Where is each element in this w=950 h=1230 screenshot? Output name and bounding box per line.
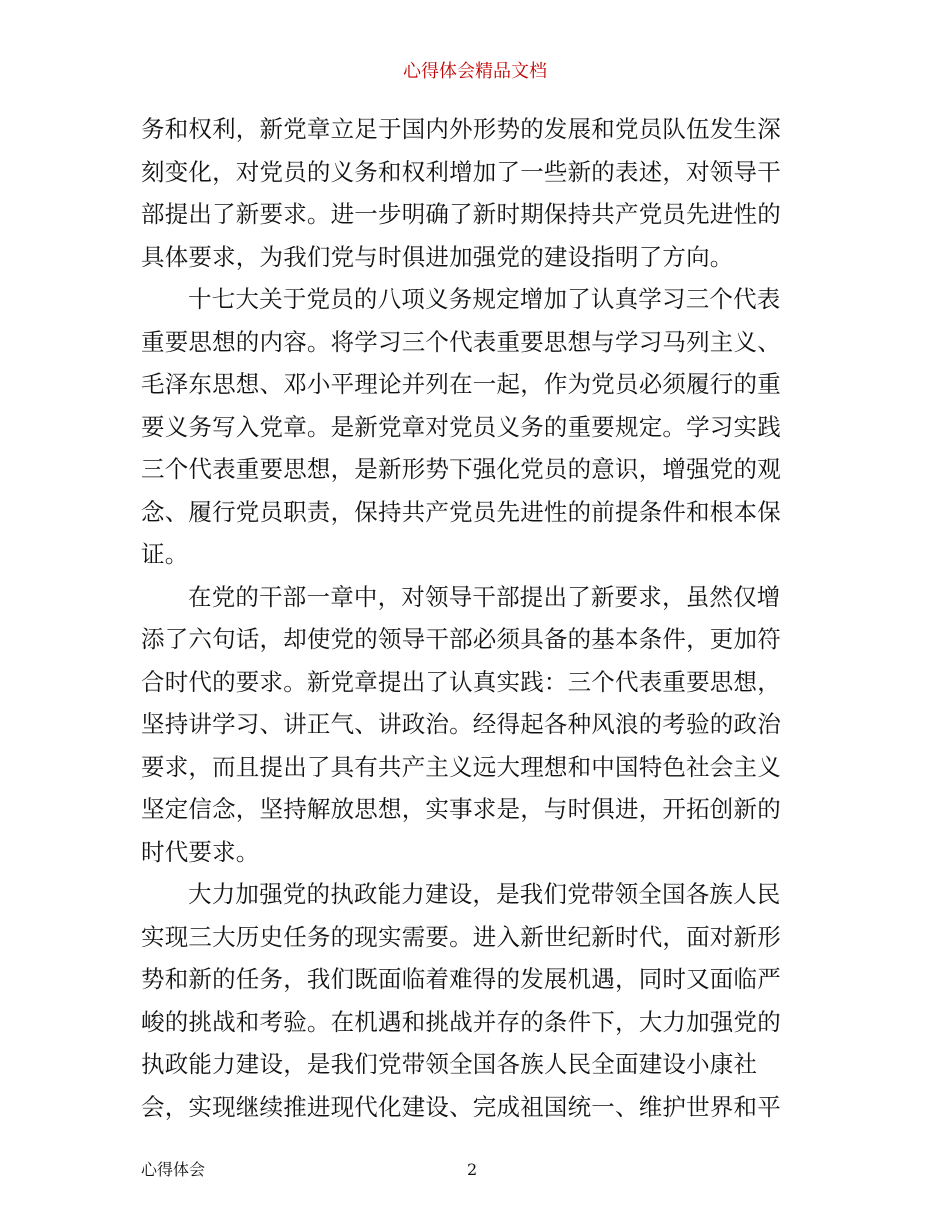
- text-line: 部提出了新要求。进一步明确了新时期保持共产党员先进性的: [141, 200, 781, 228]
- text-line: 务和权利，新党章立足于国内外形势的发展和党员队伍发生深: [141, 115, 781, 143]
- text-line: 要求，而且提出了具有共产主义远大理想和中国特色社会主义: [141, 752, 781, 781]
- paragraph-first-line: 在党的干部一章中，对领导干部提出了新要求，虽然仅增: [188, 582, 781, 611]
- text-line: 要义务写入党章。是新党章对党员义务的重要规定。学习实践: [141, 412, 781, 441]
- text-line: 坚持讲学习、讲正气、讲政治。经得起各种风浪的考验的政治: [141, 710, 781, 738]
- page-number: 2: [467, 1160, 478, 1179]
- text-line: 毛泽东思想、邓小平理论并列在一起，作为党员必须履行的重: [141, 370, 781, 398]
- text-line: 坚定信念，坚持解放思想，实事求是，与时俱进，开拓创新的: [141, 795, 781, 823]
- text-line: 重要思想的内容。将学习三个代表重要思想与学习马列主义、: [141, 327, 781, 356]
- text-line: 会，实现继续推进现代化建设、完成祖国统一、维护世界和平: [141, 1092, 781, 1121]
- text-line: 势和新的任务，我们既面临着难得的发展机遇，同时又面临严: [141, 965, 781, 993]
- document-body: [141, 108, 811, 1128]
- footer-label: 心得体会: [141, 1160, 206, 1179]
- text-line: 添了六句话，却使党的领导干部必须具备的基本条件，更加符: [141, 625, 781, 653]
- text-line: 峻的挑战和考验。在机遇和挑战并存的条件下，大力加强党的: [141, 1007, 781, 1036]
- paragraph-first-line: 大力加强党的执政能力建设，是我们党带领全国各族人民: [188, 880, 781, 908]
- text-line: 合时代的要求。新党章提出了认真实践：三个代表重要思想，: [141, 667, 781, 696]
- text-line: 具体要求，为我们党与时俱进加强党的建设指明了方向。: [141, 242, 734, 271]
- text-line: 念、履行党员职责，保持共产党员先进性的前提条件和根本保: [141, 497, 781, 526]
- page-footer: [141, 1158, 811, 1182]
- text-line: 时代要求。: [141, 837, 260, 866]
- text-line: 证。: [141, 540, 189, 568]
- paragraph-first-line: 十七大关于党员的八项义务规定增加了认真学习三个代表: [188, 285, 781, 313]
- text-line: 实现三大历史任务的现实需要。进入新世纪新时代，面对新形: [141, 922, 781, 951]
- text-line: 执政能力建设，是我们党带领全国各族人民全面建设小康社: [141, 1050, 758, 1078]
- page-header-title: 心得体会精品文档: [403, 61, 547, 82]
- text-line: 刻变化，对党员的义务和权利增加了一些新的表述，对领导干: [141, 157, 781, 186]
- text-line: 三个代表重要思想，是新形势下强化党员的意识，增强党的观: [141, 455, 781, 483]
